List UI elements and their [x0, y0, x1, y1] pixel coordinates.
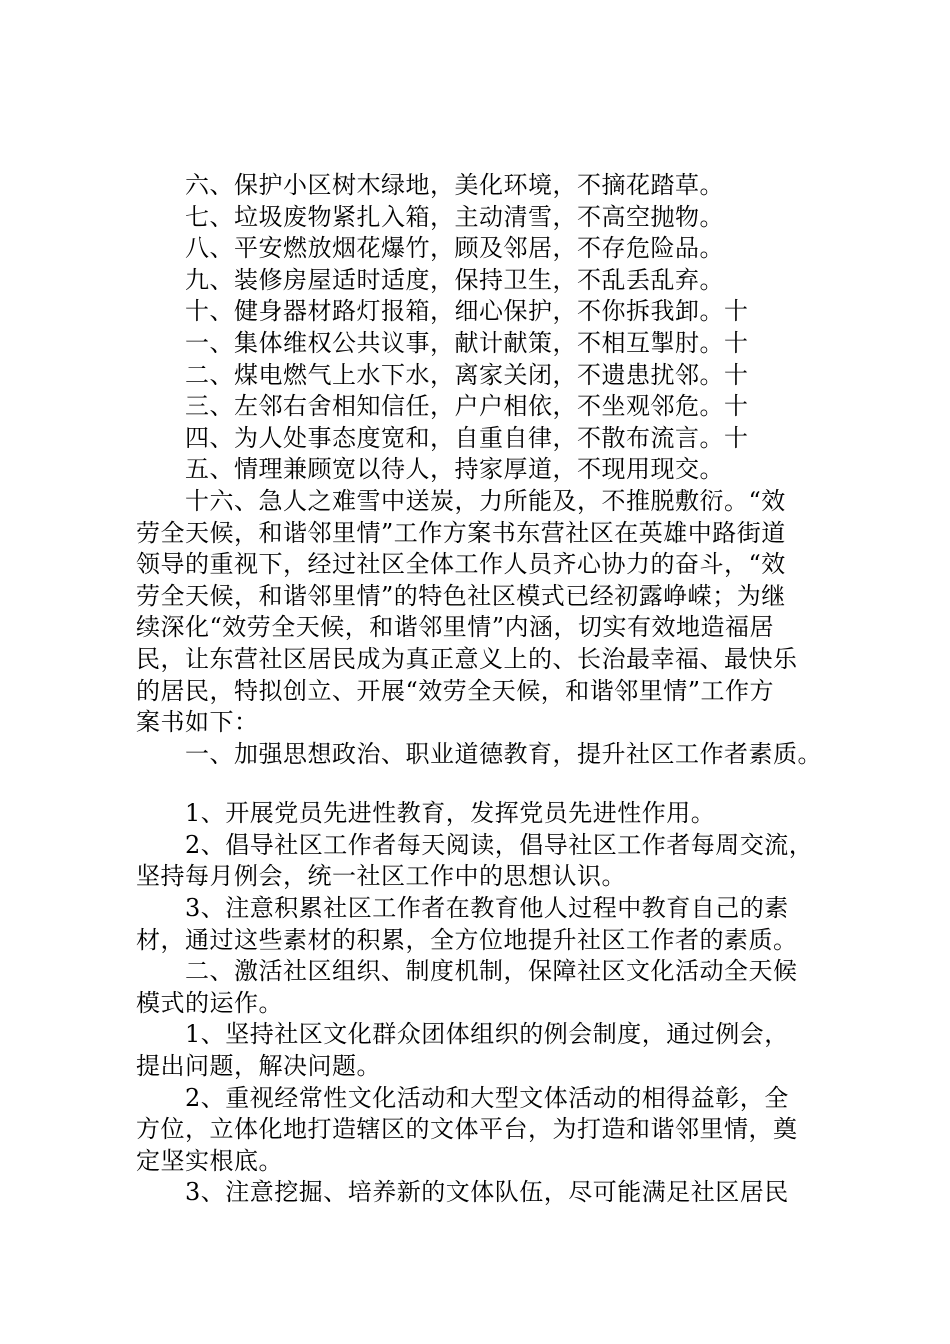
text-line: 领导的重视下，经过社区全体工作人员齐心协力的奋斗，“效 — [136, 550, 786, 579]
text-line: 五、情理兼顾宽以待人，持家厚道，不现用现交。 — [136, 455, 724, 484]
text-line: 七、垃圾废物紧扎入箱，主动清雪，不高空抛物。 — [136, 202, 724, 231]
text-line: 2、重视经常性文化活动和大型文体活动的相得益彰，全 — [136, 1083, 789, 1112]
text-line: 方位，立体化地打造辖区的文体平台，为打造和谐邻里情，奠 — [136, 1115, 798, 1144]
text-line: 3、注意挖掘、培养新的文体队伍，尽可能满足社区居民 — [136, 1178, 789, 1207]
text-line: 八、平安燃放烟花爆竹，顾及邻居，不存危险品。 — [136, 234, 724, 263]
text-line: 四、为人处事态度宽和，自重自律，不散布流言。十 — [136, 423, 749, 452]
text-line: 1、开展党员先进性教育，发挥党员先进性作用。 — [136, 799, 716, 828]
text-line: 1、坚持社区文化群众团体组织的例会制度，通过例会， — [136, 1020, 789, 1049]
text-line: 坚持每月例会，统一社区工作中的思想认识。 — [136, 862, 626, 891]
text-line: 九、装修房屋适时适度，保持卫生，不乱丢乱弃。 — [136, 265, 724, 294]
section-heading: 一、加强思想政治、职业道德教育，提升社区工作者素质。 — [136, 739, 822, 768]
text-line: 二、煤电燃气上水下水，离家关闭，不遗患扰邻。十 — [136, 360, 749, 389]
text-line: 材，通过这些素材的积累，全方位地提升社区工作者的素质。 — [136, 925, 798, 954]
text-line: 续深化“效劳全天候，和谐邻里情”内涵，切实有效地造福居 — [136, 613, 775, 642]
text-line: 六、保护小区树木绿地，美化环境，不摘花踏草。 — [136, 171, 724, 199]
section-heading: 二、激活社区组织、制度机制，保障社区文化活动全天候 — [136, 957, 798, 986]
document-body — [136, 170, 826, 1209]
text-line: 定坚实根底。 — [136, 1146, 283, 1175]
text-line: 劳全天候，和谐邻里情”工作方案书东营社区在英雄中路街道 — [136, 518, 786, 547]
text-line: 的居民，特拟创立、开展“效劳全天候，和谐邻里情”工作方 — [136, 676, 775, 705]
text-line: 一、集体维权公共议事，献计献策，不相互掣肘。十 — [136, 328, 749, 357]
text-line: 十、健身器材路灯报箱，细心保护，不你拆我卸。十 — [136, 297, 749, 326]
text-line: 劳全天候，和谐邻里情”的特色社区模式已经初露峥嵘；为继 — [136, 581, 786, 610]
text-line: 提出问题，解决问题。 — [136, 1052, 381, 1081]
text-line: 十六、急人之难雪中送炭，力所能及，不推脱敷衍。“效 — [136, 486, 786, 515]
paragraph-gap — [136, 770, 826, 798]
text-line: 3、注意积累社区工作者在教育他人过程中教育自己的素 — [136, 894, 789, 923]
text-line: 民，让东营社区居民成为真正意义上的、长治最幸福、最快乐 — [136, 644, 798, 673]
text-line: 三、左邻右舍相知信任，户户相依，不坐观邻危。十 — [136, 392, 749, 421]
text-line: 2、倡导社区工作者每天阅读，倡导社区工作者每周交流， — [136, 830, 814, 859]
text-line: 模式的运作。 — [136, 988, 283, 1017]
text-line: 案书如下： — [136, 708, 259, 737]
